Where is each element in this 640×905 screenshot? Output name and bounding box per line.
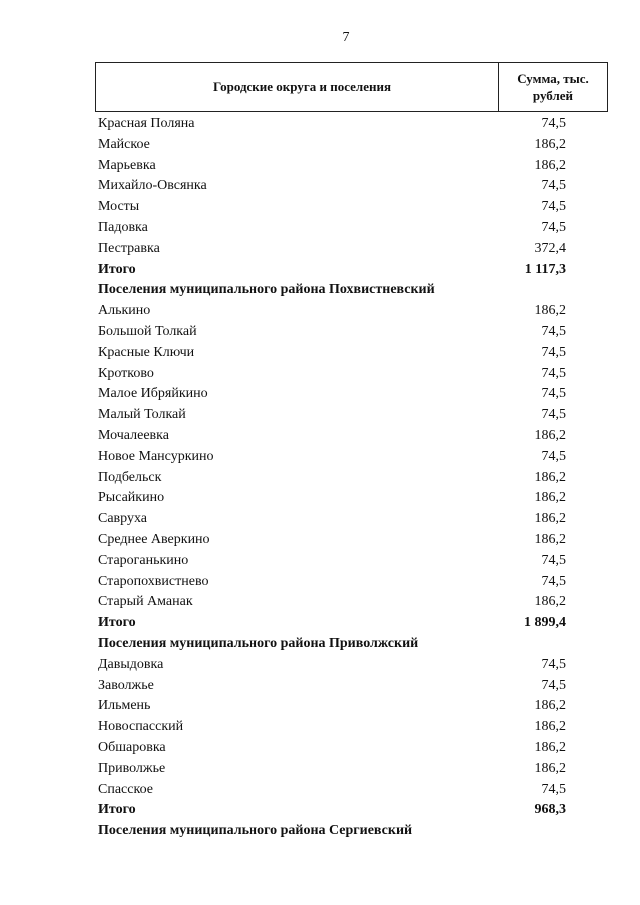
amount-value: 74,5 [541, 448, 566, 464]
table-body [0, 114, 640, 842]
table-row [0, 156, 640, 177]
settlement-name: Майское [98, 136, 150, 152]
table-row [0, 384, 640, 405]
settlement-name: Приволжье [98, 760, 166, 776]
settlement-name: Пестравка [98, 240, 160, 256]
settlement-name: Алькино [98, 303, 151, 319]
table-row [0, 572, 640, 593]
amount-value: 74,5 [541, 116, 566, 131]
table-row [0, 343, 640, 364]
table-row [0, 488, 640, 509]
table-row [0, 364, 640, 385]
column-header-settlements: Городские округа и поселения [212, 79, 392, 94]
table-row [0, 717, 640, 738]
section-heading-row [0, 634, 640, 655]
amount-value: 186,2 [534, 531, 566, 547]
amount-value: 186,2 [534, 427, 566, 443]
settlement-name: Марьевка [98, 157, 156, 173]
amount-value: 74,5 [541, 781, 566, 797]
table-row [0, 780, 640, 801]
total-label: Итого [98, 615, 136, 631]
amount-value: 74,5 [541, 178, 566, 194]
amount-value: 74,5 [541, 365, 566, 381]
page-number: 7 [342, 30, 350, 45]
amount-value: 74,5 [541, 656, 566, 672]
section-title: Поселения муниципального района Сергиевский [98, 823, 413, 839]
amount-value: 74,5 [541, 573, 566, 589]
settlement-name: Новоспасский [98, 719, 184, 735]
settlement-name: Малое Ибряйкино [98, 386, 208, 402]
table-row [0, 197, 640, 218]
total-row [0, 800, 640, 821]
amount-value: 186,2 [534, 719, 566, 735]
table-row [0, 426, 640, 447]
amount-value: 186,2 [534, 698, 566, 714]
amount-value: 74,5 [541, 386, 566, 402]
amount-value: 186,2 [534, 594, 566, 610]
settlement-name: Обшаровка [98, 739, 166, 755]
settlement-name: Старопохвистнево [98, 573, 209, 589]
amount-value: 372,4 [534, 240, 566, 256]
settlement-name: Красная Поляна [98, 116, 195, 131]
amount-value: 74,5 [541, 219, 566, 235]
table-row [0, 218, 640, 239]
settlement-name: Падовка [98, 219, 148, 235]
settlement-name: Староганькино [98, 552, 189, 568]
amount-value: 74,5 [541, 552, 566, 568]
total-label: Итого [98, 802, 136, 818]
total-label: Итого [98, 261, 136, 277]
table-row [0, 655, 640, 676]
table-row [0, 530, 640, 551]
section-heading-row [0, 821, 640, 842]
amount-value: 74,5 [541, 323, 566, 339]
amount-value: 74,5 [541, 407, 566, 423]
settlement-name: Ильмень [98, 698, 151, 714]
total-amount: 1 117,3 [524, 261, 566, 277]
amount-value: 186,2 [534, 303, 566, 319]
table-row [0, 592, 640, 613]
table-row [0, 239, 640, 260]
table-row [0, 509, 640, 530]
table-row [0, 676, 640, 697]
amount-value: 186,2 [534, 469, 566, 485]
table-row [0, 551, 640, 572]
amount-value: 74,5 [541, 199, 566, 215]
amount-value: 74,5 [541, 344, 566, 360]
table-row [0, 738, 640, 759]
column-header-amount: Сумма, тыс. рублей [498, 63, 607, 111]
amount-value: 186,2 [534, 136, 566, 152]
settlement-name: Старый Аманак [98, 594, 193, 610]
settlement-name: Новое Мансуркино [98, 448, 214, 464]
settlement-name: Малый Толкай [98, 407, 186, 423]
total-amount: 968,3 [534, 802, 566, 818]
table-row [0, 114, 640, 135]
table-row [0, 176, 640, 197]
amount-value: 74,5 [541, 677, 566, 693]
table-row [0, 322, 640, 343]
section-title: Поселения муниципального района Приволжский [98, 635, 419, 651]
settlement-name: Красные Ключи [98, 344, 195, 360]
table-row [0, 696, 640, 717]
settlement-name: Михайло-Овсянка [98, 178, 207, 194]
settlement-name: Подбельск [98, 469, 162, 485]
section-heading-row [0, 280, 640, 301]
settlement-name: Давыдовка [98, 656, 164, 672]
table-row [0, 405, 640, 426]
settlement-name: Спасское [98, 781, 153, 797]
table-header [95, 62, 608, 112]
amount-value: 186,2 [534, 739, 566, 755]
amount-value: 186,2 [534, 157, 566, 173]
table-row [0, 301, 640, 322]
settlement-name: Мосты [98, 199, 140, 215]
total-row [0, 260, 640, 281]
table-row [0, 135, 640, 156]
settlement-name: Заволжье [98, 677, 154, 693]
settlement-name: Савруха [98, 511, 148, 527]
table-row [0, 447, 640, 468]
total-amount: 1 899,4 [524, 615, 566, 631]
amount-value: 186,2 [534, 511, 566, 527]
settlement-name: Среднее Аверкино [98, 531, 210, 547]
total-row [0, 613, 640, 634]
settlement-name: Большой Толкай [98, 323, 197, 339]
table-row [0, 468, 640, 489]
table-row [0, 759, 640, 780]
amount-value: 186,2 [534, 760, 566, 776]
settlement-name: Рысайкино [98, 490, 165, 506]
settlement-name: Кротково [98, 365, 154, 381]
section-title: Поселения муниципального района Похвистневский [98, 282, 435, 298]
amount-value: 186,2 [534, 490, 566, 506]
settlement-name: Мочалеевка [98, 427, 169, 443]
